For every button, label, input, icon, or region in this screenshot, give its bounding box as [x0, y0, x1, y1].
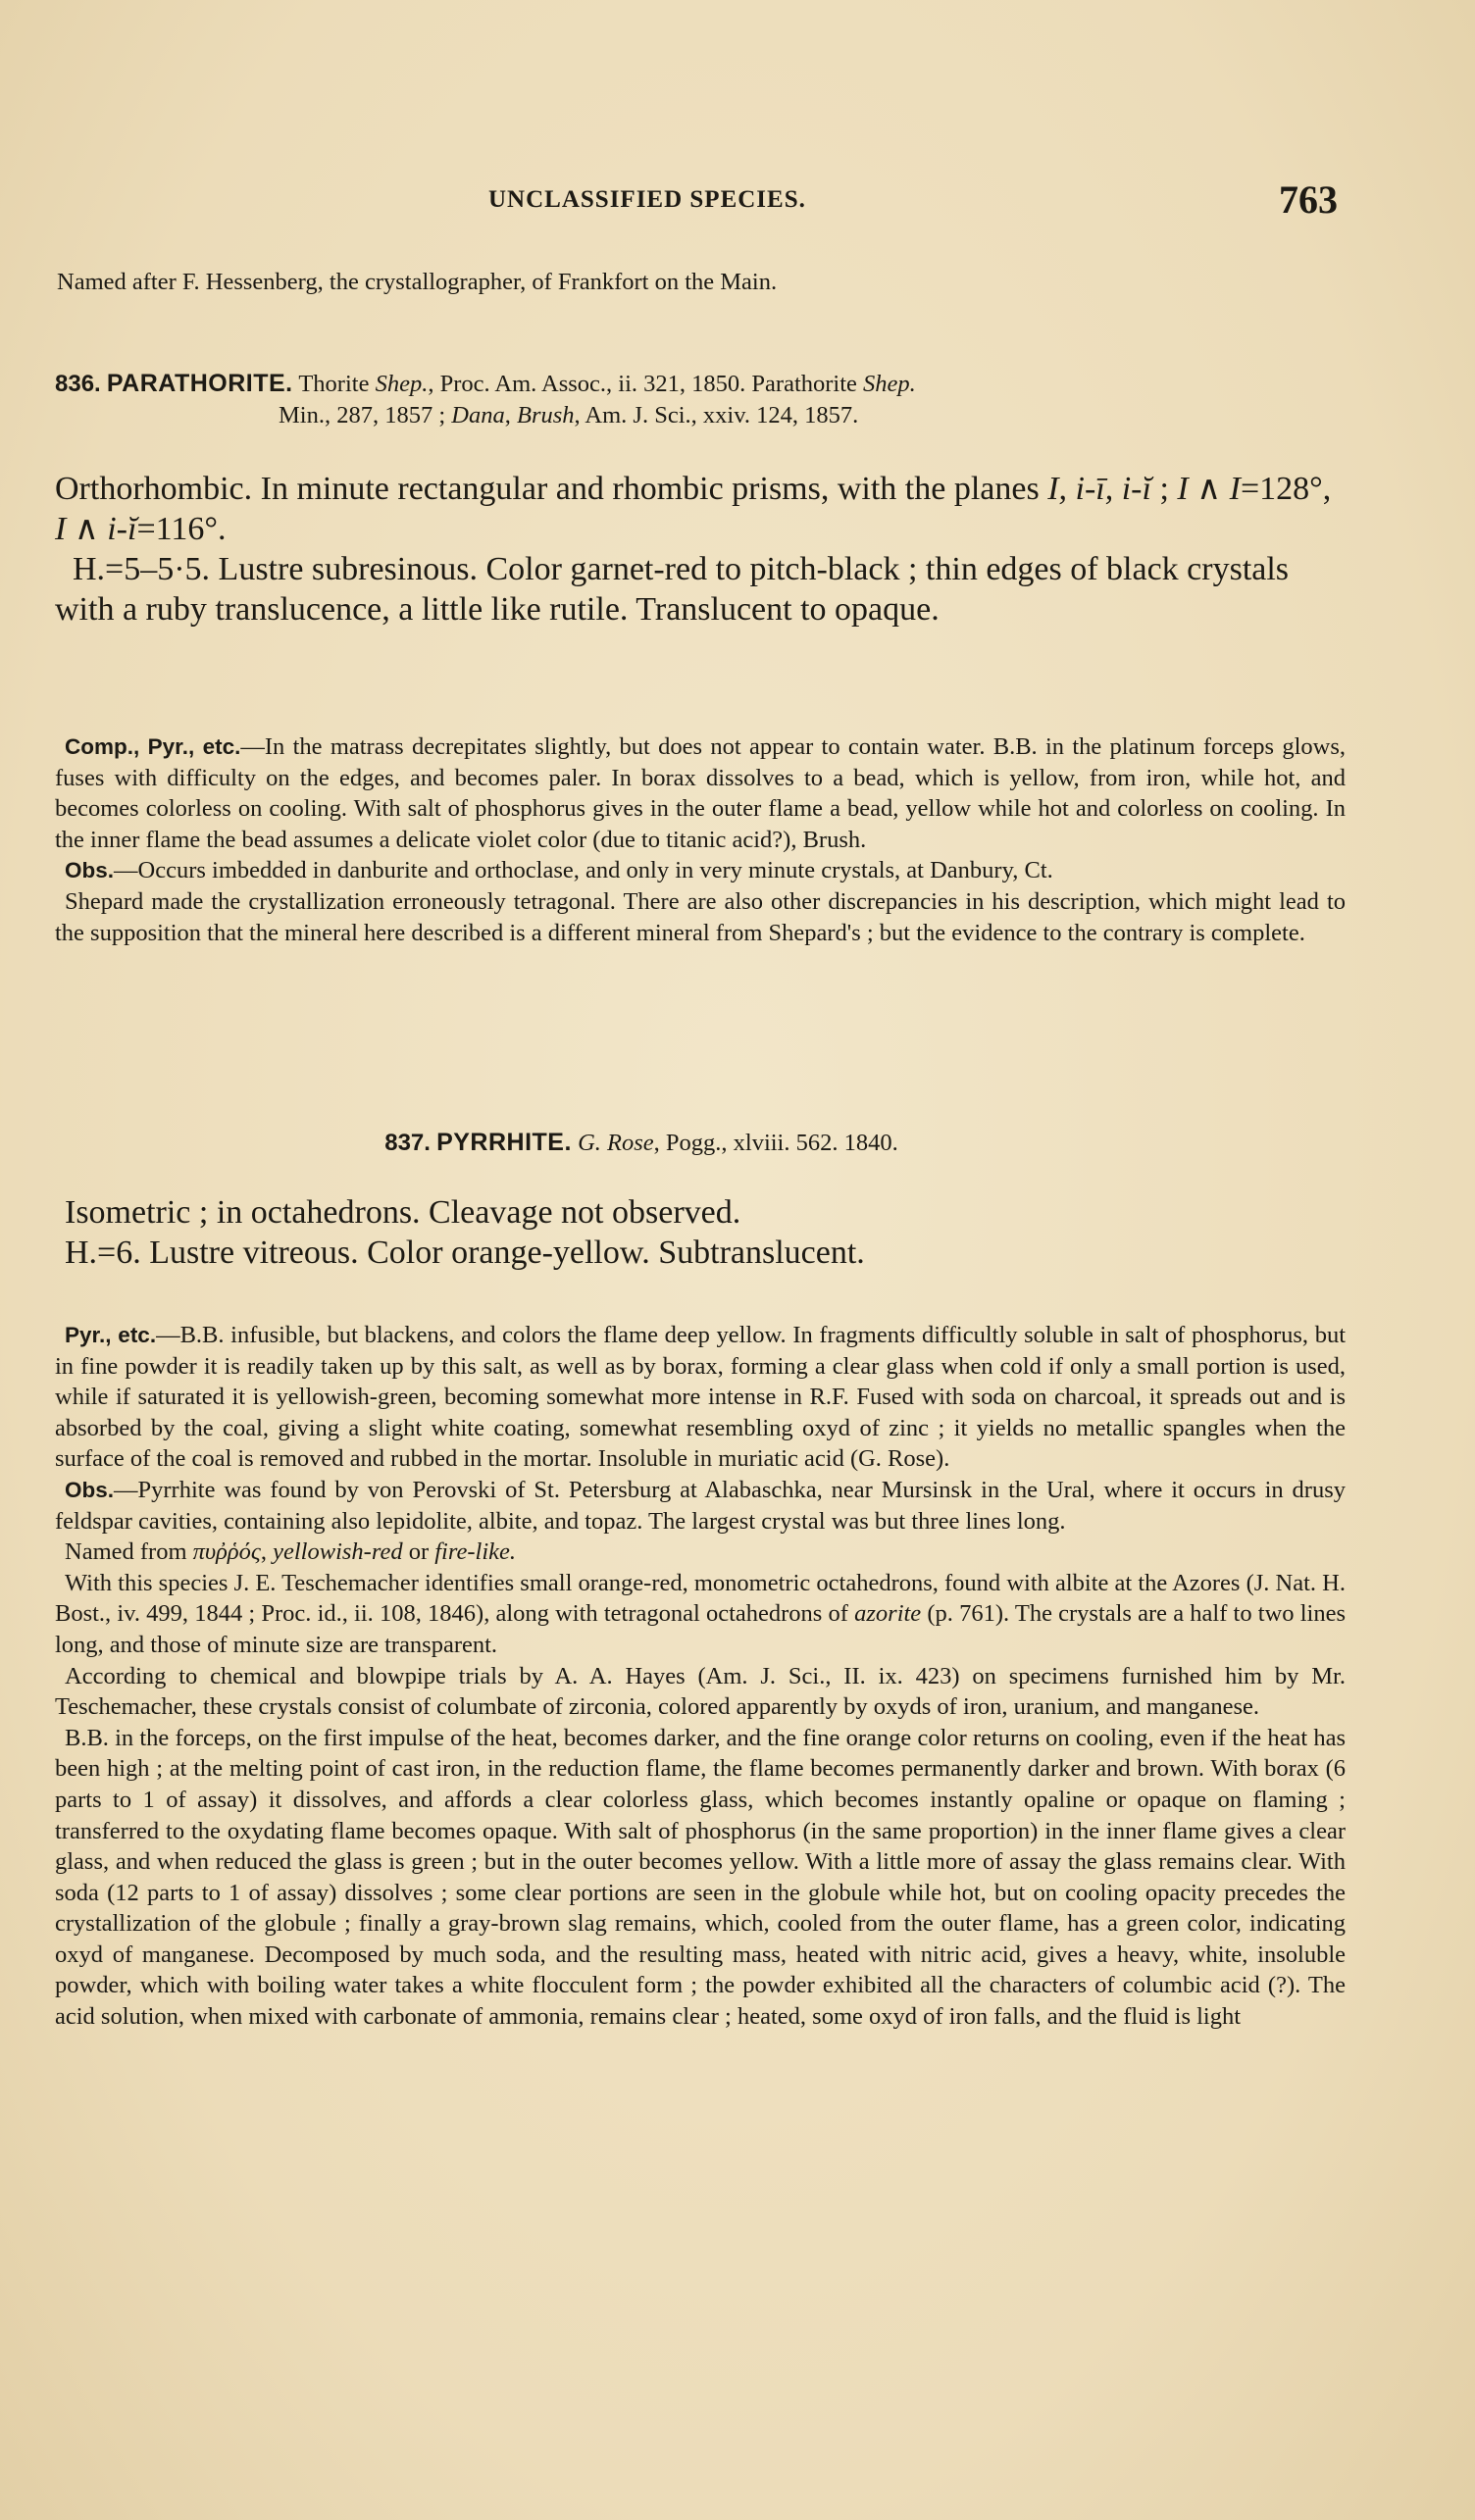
species-836-ref-author: Shep. [863, 371, 916, 397]
species-836-shepard: Shepard made the crystallization erroneously tetragonal. There are also other discrepancies in his description, which might lead to the supposition that the mineral here described is a different mineral from Shepard's ; but the evidence to the contrary is complete. [55, 887, 1346, 946]
etymology-text: or [402, 1538, 435, 1566]
species-837-bb: B.B. in the forceps, on the first impulse of the heat, becomes darker, and the fine orange color returns on cooling, even if the heat has been high ; at the melting point of cast iron, in the reduction flame, the flame becomes permanently darker and brown. With borax (6 parts to 1 of assay) it dissolves, and affords a clear colorless glass, which becomes instantly opaline or opaque on flaming ; transferred to the oxydating flame becomes opaque. With salt of phosphorus (in the same proportion) in the inner flame gives a clear glass, and when reduced the glass is green ; but in the outer becomes yellow. With a little more of assay the glass remains clear. With soda (12 parts to 1 of assay) dissolves ; some clear portions are seen in the globule while hot, but on cooling opacity precedes the crystallization of the globule ; finally a gray-brown slag remains, which, cooled from the outer flame, has a green color, indicating oxyd of manganese. Decomposed by much soda, and the resulting mass, heated with nitric acid, gives a heavy, white, insoluble powder, which with boiling water takes a white flocculent form ; the powder exhibited all the characters of columbic acid (?). The acid solution, when mixed with carbonate of ammonia, remains clear ; heated, some oxyd of iron falls, and the fluid is light [55, 1724, 1346, 2031]
species-837-pyr [55, 1320, 1346, 1475]
desc-text: ∧ [1188, 471, 1230, 507]
species-837-heading [55, 1128, 1346, 1159]
desc-symbol: I [1177, 471, 1189, 507]
desc-text: =128°, [1240, 471, 1332, 507]
species-837-notes [55, 1320, 1346, 2033]
etymology-gloss: fire-like. [434, 1538, 516, 1566]
obs-heading: Obs. [65, 1477, 115, 1502]
species-837-physical: H.=6. Lustre vitreous. Color orange-yellow. Subtranslucent. [65, 1235, 865, 1271]
obs-heading: Obs. [65, 858, 115, 883]
desc-text: =116°. [136, 511, 227, 547]
species-836-form [55, 469, 1346, 549]
obs-text: —Pyrrhite was found by von Perovski of St. Petersburg at Alabaschka, near Mursinsk in the Ural, where it occurs in drusy feldspar cavities, containing also lepidolite, albite, and topaz. The largest crystal was but three lines long. [55, 1476, 1346, 1535]
species-837-obs [55, 1475, 1346, 1537]
hessenberg-note-text: Named after F. Hessenberg, the crystallographer, of Frankfort on the Main. [57, 269, 778, 295]
species-836-ref-author: Shep. [375, 371, 429, 397]
comp-heading: Comp., Pyr., etc. [65, 734, 241, 759]
species-836-number: 836. [55, 371, 101, 397]
teschemacher-text: With this species J. E. Teschemacher identifies small orange-red, monometric octahedrons, found with albite at the Azores (J. Nat. H. Bost., iv. 499, 1844 ; Proc. id., ii. 108, 1846), along with tetragonal octahedrons of [55, 1569, 1346, 1628]
species-836-ref-author: Brush [516, 401, 575, 428]
desc-symbol: I, i-ī, i-ĭ [1047, 471, 1151, 507]
running-head [0, 177, 1475, 222]
species-836-notes [55, 731, 1346, 948]
species-836-ref: , Proc. Am. Assoc., ii. 321, 1850. Parathorite [428, 371, 864, 397]
species-837-form: Isometric ; in octahedrons. Cleavage not observed. [65, 1194, 741, 1231]
desc-text: ; [1150, 471, 1178, 507]
species-837-ref-author: G. Rose [578, 1130, 654, 1156]
etymology-text: , [260, 1538, 274, 1566]
comp-text: —In the matrass decrepitates slightly, but does not appear to contain water. B.B. in the platinum forceps glows, fuses with difficulty on the edges, and becomes paler. In borax dissolves to a bead, which is yellow, from iron, while hot, and becomes colorless on cooling. With salt of phosphorus gives in the outer flame a bead, yellow while hot and colorless on cooling. In the inner flame the bead assumes a delicate violet color (due to titanic acid?), Brush. [55, 733, 1346, 853]
species-837-name: PYRRHITE. [436, 1129, 572, 1156]
species-836-description [55, 469, 1346, 630]
species-837-hayes: According to chemical and blowpipe trials by A. A. Hayes (Am. J. Sci., II. ix. 423) on specimens furnished him by Mr. Teschemacher, these crystals consist of columbate of zirconia, colored apparently by oxyds of iron, uranium, and manganese. [55, 1662, 1346, 1721]
azorite-term: azorite [854, 1600, 922, 1628]
etymology-gloss: yellowish-red [273, 1538, 403, 1566]
species-837-ref: , Pogg., xlviii. 562. 1840. [653, 1130, 898, 1156]
etymology-greek: πυῤῥός [192, 1538, 261, 1566]
species-837-teschemacher [55, 1568, 1346, 1661]
species-836-ref: , [504, 401, 517, 428]
teschemacher-text: (p. 761). The crystals are a half to two lines long, and those of minute size are transparent. [55, 1600, 1346, 1658]
species-836-obs [55, 855, 1346, 886]
species-836-ref: Min., 287, 1857 ; [279, 401, 452, 428]
desc-text: ∧ [66, 511, 108, 547]
species-837-description [55, 1192, 1346, 1273]
etymology-text: Named from [65, 1538, 193, 1566]
hessenberg-note [55, 267, 1346, 298]
desc-symbol: i-ĭ [107, 511, 137, 547]
species-836-heading [55, 369, 1346, 430]
desc-symbol: I [1229, 471, 1241, 507]
species-836-ref: , Am. J. Sci., xxiv. 124, 1857. [574, 401, 859, 428]
species-836-physical: H.=5–5·5. Lustre subresinous. Color garnet-red to pitch-black ; thin edges of black crystals with a ruby translucence, a little like rutile. Translucent to opaque. [55, 551, 1290, 628]
page-number: 763 [1279, 177, 1338, 222]
desc-symbol: I [55, 511, 67, 547]
species-836-ref-author: Dana [451, 401, 505, 428]
species-837-number: 837. [384, 1130, 431, 1156]
pyr-heading: Pyr., etc. [65, 1323, 157, 1347]
species-836-comp [55, 731, 1346, 855]
species-836-ref: Thorite [298, 371, 376, 397]
pyr-text: —B.B. infusible, but blackens, and colors the flame deep yellow. In fragments difficultly soluble in salt of phosphorus, but in fine powder it is readily taken up by this salt, as well as by borax, forming a clear glass when cold if only a small portion is used, while if saturated it is yellowish-green, becoming somewhat more intense in R.F. Fused with soda on charcoal, it spreads out and is absorbed by the coal, giving a slight white coating, somewhat resembling oxyd of zinc ; it yields no metallic spangles when the surface of the coal is removed and rubbed in the mortar. Insoluble in muriatic acid (G. Rose). [55, 1322, 1346, 1473]
desc-text: Orthorhombic. In minute rectangular and rhombic prisms, with the planes [55, 471, 1048, 507]
obs-text: —Occurs imbedded in danburite and orthoclase, and only in very minute crystals, at Danbury, Ct. [114, 857, 1053, 884]
species-837-etymology [55, 1537, 1346, 1568]
species-836-name: PARATHORITE. [106, 370, 293, 397]
running-title: UNCLASSIFIED SPECIES. [488, 186, 806, 213]
